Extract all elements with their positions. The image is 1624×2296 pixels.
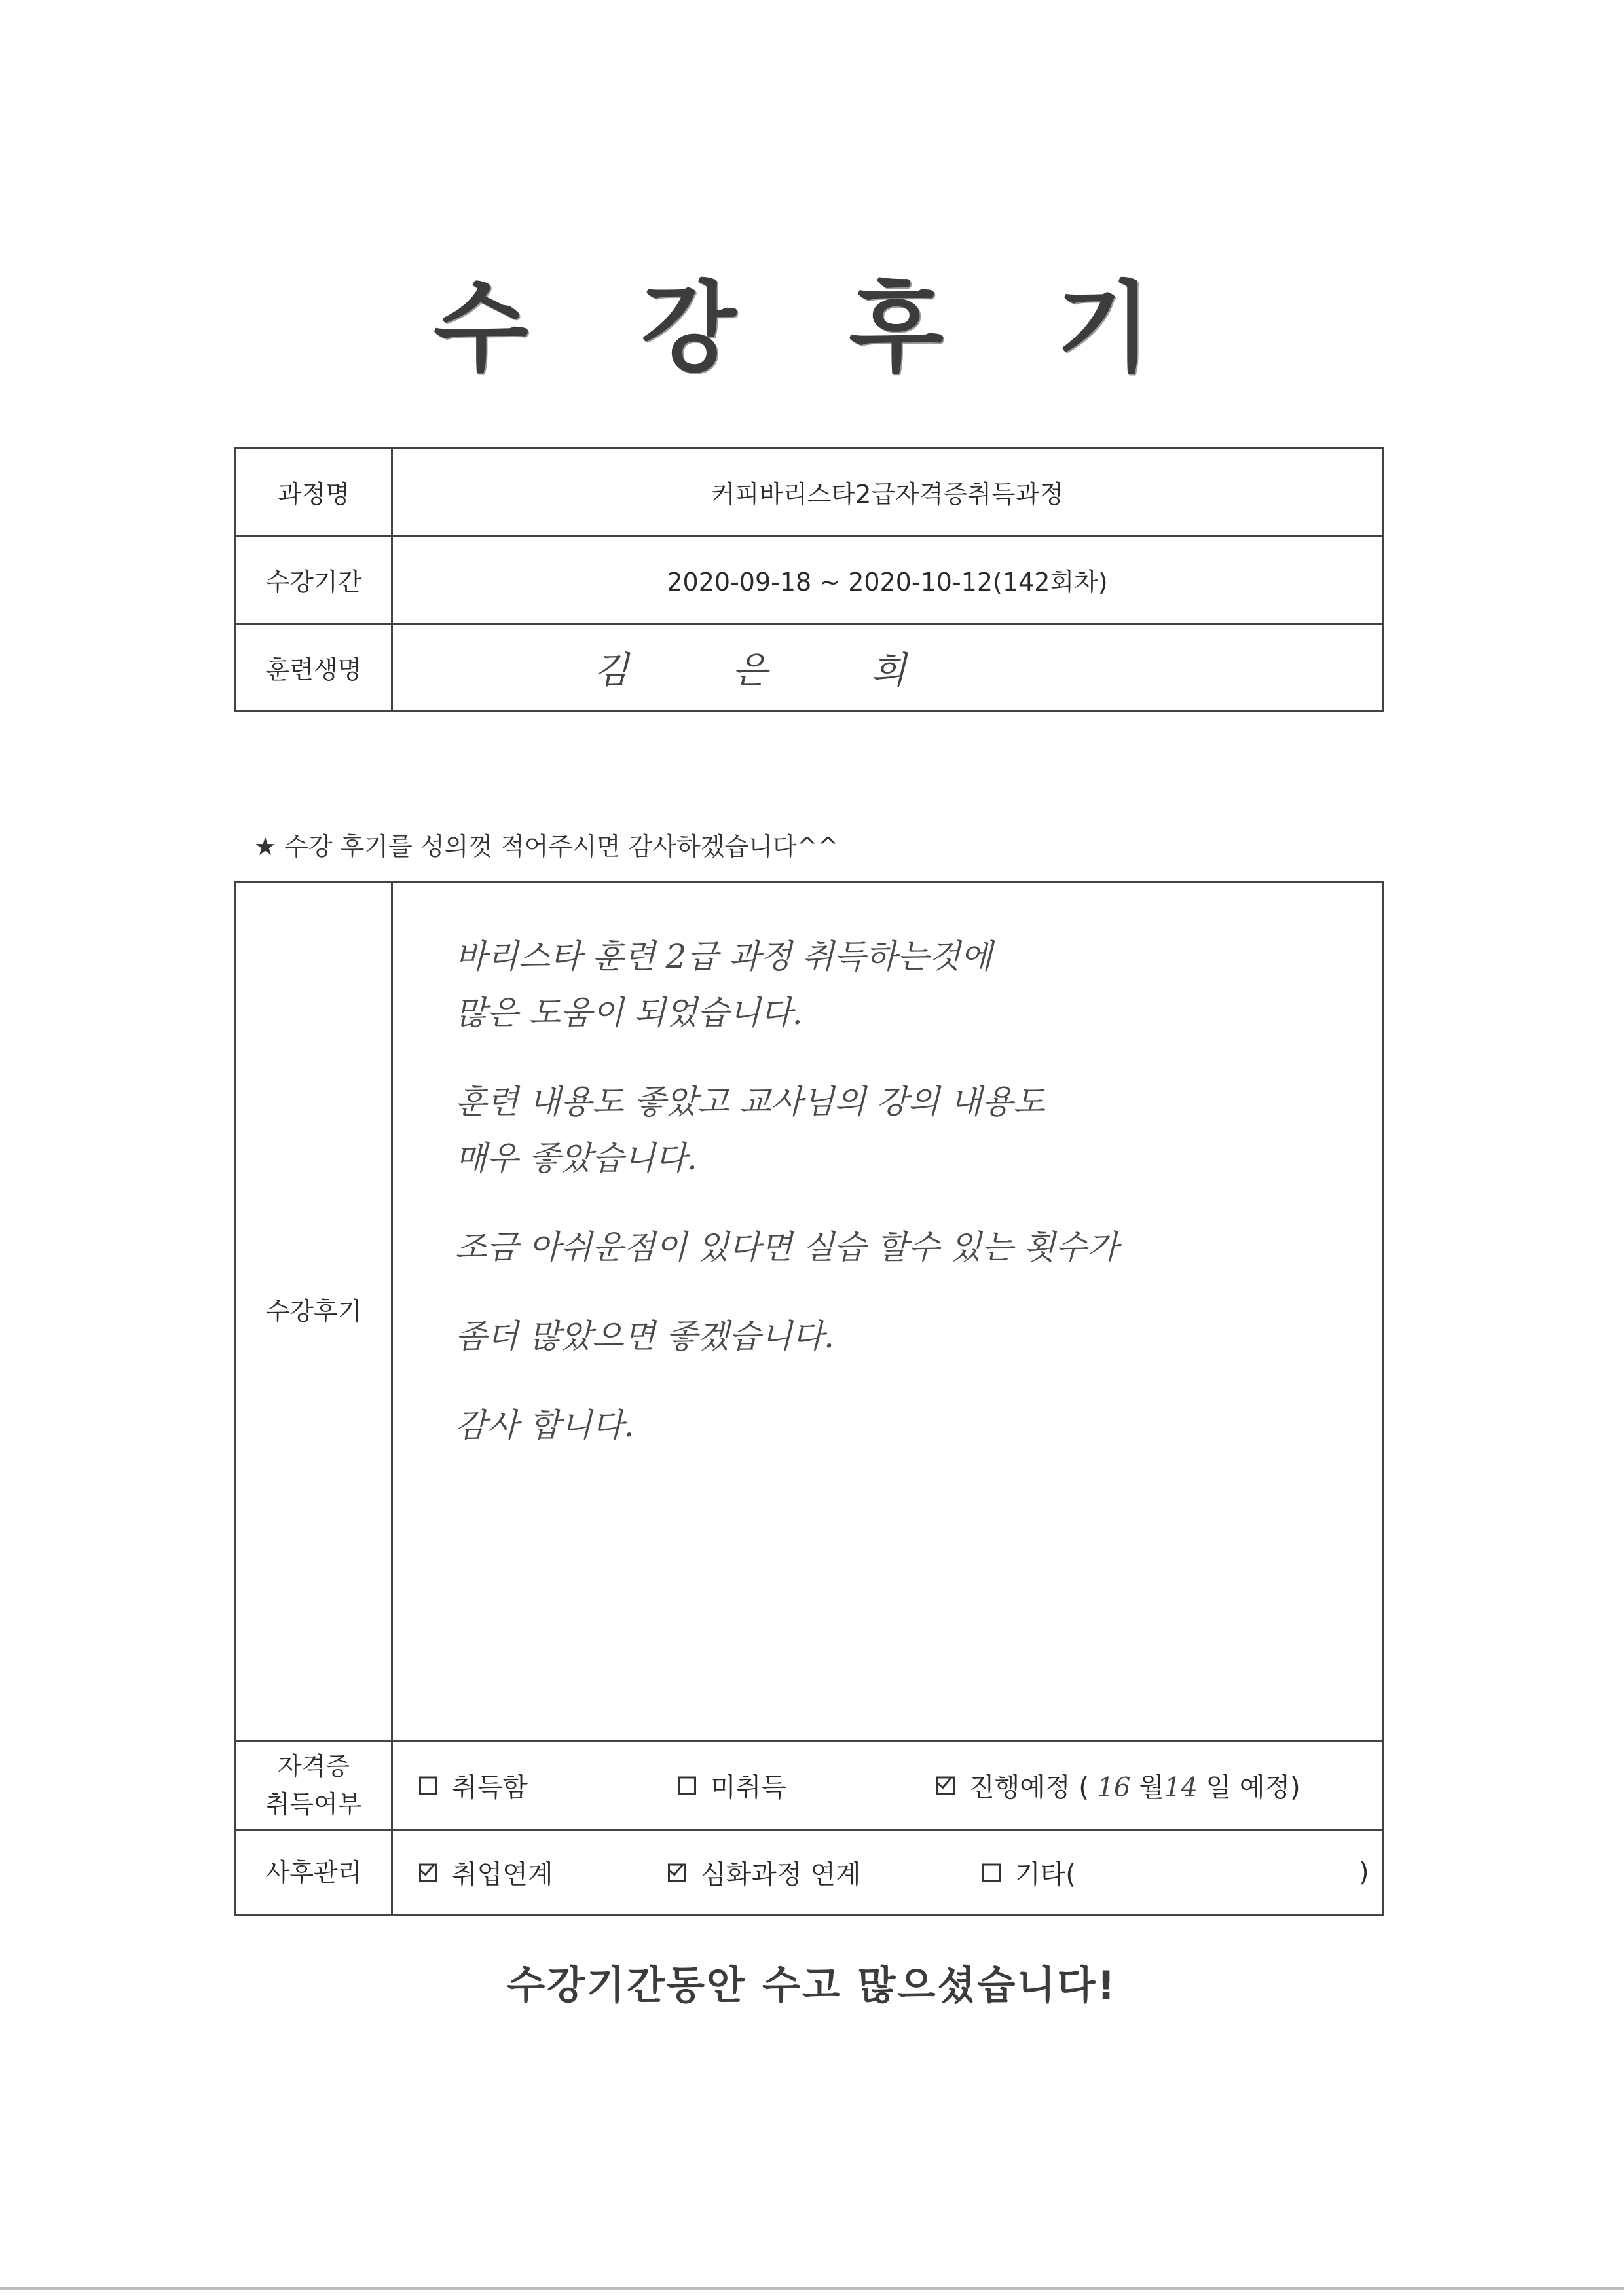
- option-acquired[interactable]: [419, 1767, 528, 1804]
- trainee-name-handwritten: 김 은 희: [593, 649, 952, 692]
- review-handwritten-text: [393, 883, 1382, 1453]
- period-row: [236, 536, 1383, 624]
- aftercare-row: [236, 1830, 1383, 1915]
- course-label: 과정명: [236, 448, 392, 536]
- option-employment-label: 취업연계: [452, 1859, 553, 1889]
- certificate-label: [236, 1741, 392, 1830]
- option-acquired-label: 취득함: [452, 1772, 528, 1803]
- certificate-options: [393, 1742, 1382, 1829]
- option-other-close: ): [1359, 1857, 1369, 1887]
- review-line: 조금 아쉬운점이 있다면 실습 할수 있는 횟수가: [455, 1228, 1119, 1266]
- certificate-row: [236, 1741, 1383, 1830]
- notice-text: ★ 수강 후기를 성의껏 적어주시면 감사하겠습니다^^: [254, 832, 839, 861]
- period-value: 2020-09-18 ~ 2020-10-12(142회차): [392, 536, 1383, 624]
- footer-message: 수강기간동안 수고 많으셨습니다!: [507, 1963, 1117, 2009]
- trainee-label: 훈련생명: [236, 624, 392, 712]
- review-line: 감사 합니다.: [455, 1406, 635, 1444]
- review-table: [234, 881, 1384, 1916]
- planned-month-handwritten: 16: [1097, 1772, 1131, 1803]
- option-planned-prefix: 진행예정 (: [969, 1772, 1098, 1803]
- planned-day-handwritten: 14: [1164, 1772, 1198, 1803]
- aftercare-options-cell: [392, 1830, 1383, 1915]
- checkbox-other[interactable]: [982, 1863, 1001, 1882]
- checkbox-acquired[interactable]: [419, 1777, 437, 1795]
- option-not-acquired-label: 미취득: [710, 1772, 786, 1803]
- checkbox-employment[interactable]: [419, 1863, 437, 1882]
- review-content-cell: [392, 882, 1383, 1741]
- option-not-acquired[interactable]: [678, 1767, 786, 1804]
- review-row: [236, 882, 1383, 1741]
- review-line: 많은 도움이 되었습니다.: [455, 994, 803, 1032]
- checkbox-advanced-course[interactable]: [668, 1863, 686, 1882]
- page-title: 수 강 후 기: [433, 272, 1191, 386]
- trainee-value-cell: [392, 624, 1383, 712]
- certificate-options-cell: [392, 1741, 1383, 1830]
- course-value: 커피바리스타2급자격증취득과정: [392, 448, 1383, 536]
- review-line: 매우 좋았습니다.: [455, 1139, 697, 1177]
- page-bottom-divider: [0, 2287, 1624, 2290]
- aftercare-options: [393, 1831, 1382, 1914]
- review-line: 훈련 내용도 좋았고 교사님의 강의 내용도: [455, 1083, 1045, 1121]
- option-advanced-course[interactable]: [668, 1853, 861, 1891]
- option-advanced-course-label: 심화과정 연계: [701, 1859, 861, 1889]
- certificate-label-line1: 자격증: [277, 1752, 350, 1781]
- aftercare-label: 사후관리: [236, 1830, 392, 1915]
- option-planned-suffix: 일 예정): [1197, 1772, 1301, 1803]
- option-planned[interactable]: [936, 1767, 1301, 1804]
- planned-month-unit: 월: [1130, 1772, 1164, 1803]
- trainee-row: [236, 624, 1383, 712]
- review-label: 수강후기: [236, 882, 392, 1741]
- review-line: 바리스타 훈련 2급 과정 취득하는것에: [455, 938, 992, 975]
- course-row: [236, 448, 1383, 536]
- option-other[interactable]: [982, 1853, 1076, 1891]
- review-line: 좀더 많았으면 좋겠습니다.: [455, 1317, 834, 1355]
- certificate-label-line2: 취득여부: [265, 1790, 362, 1819]
- course-info-table: [234, 447, 1384, 712]
- checkbox-planned[interactable]: [936, 1777, 955, 1795]
- option-employment[interactable]: [419, 1853, 553, 1891]
- checkbox-not-acquired[interactable]: [678, 1777, 696, 1795]
- period-label: 수강기간: [236, 536, 392, 624]
- option-other-label: 기타(: [1015, 1859, 1076, 1889]
